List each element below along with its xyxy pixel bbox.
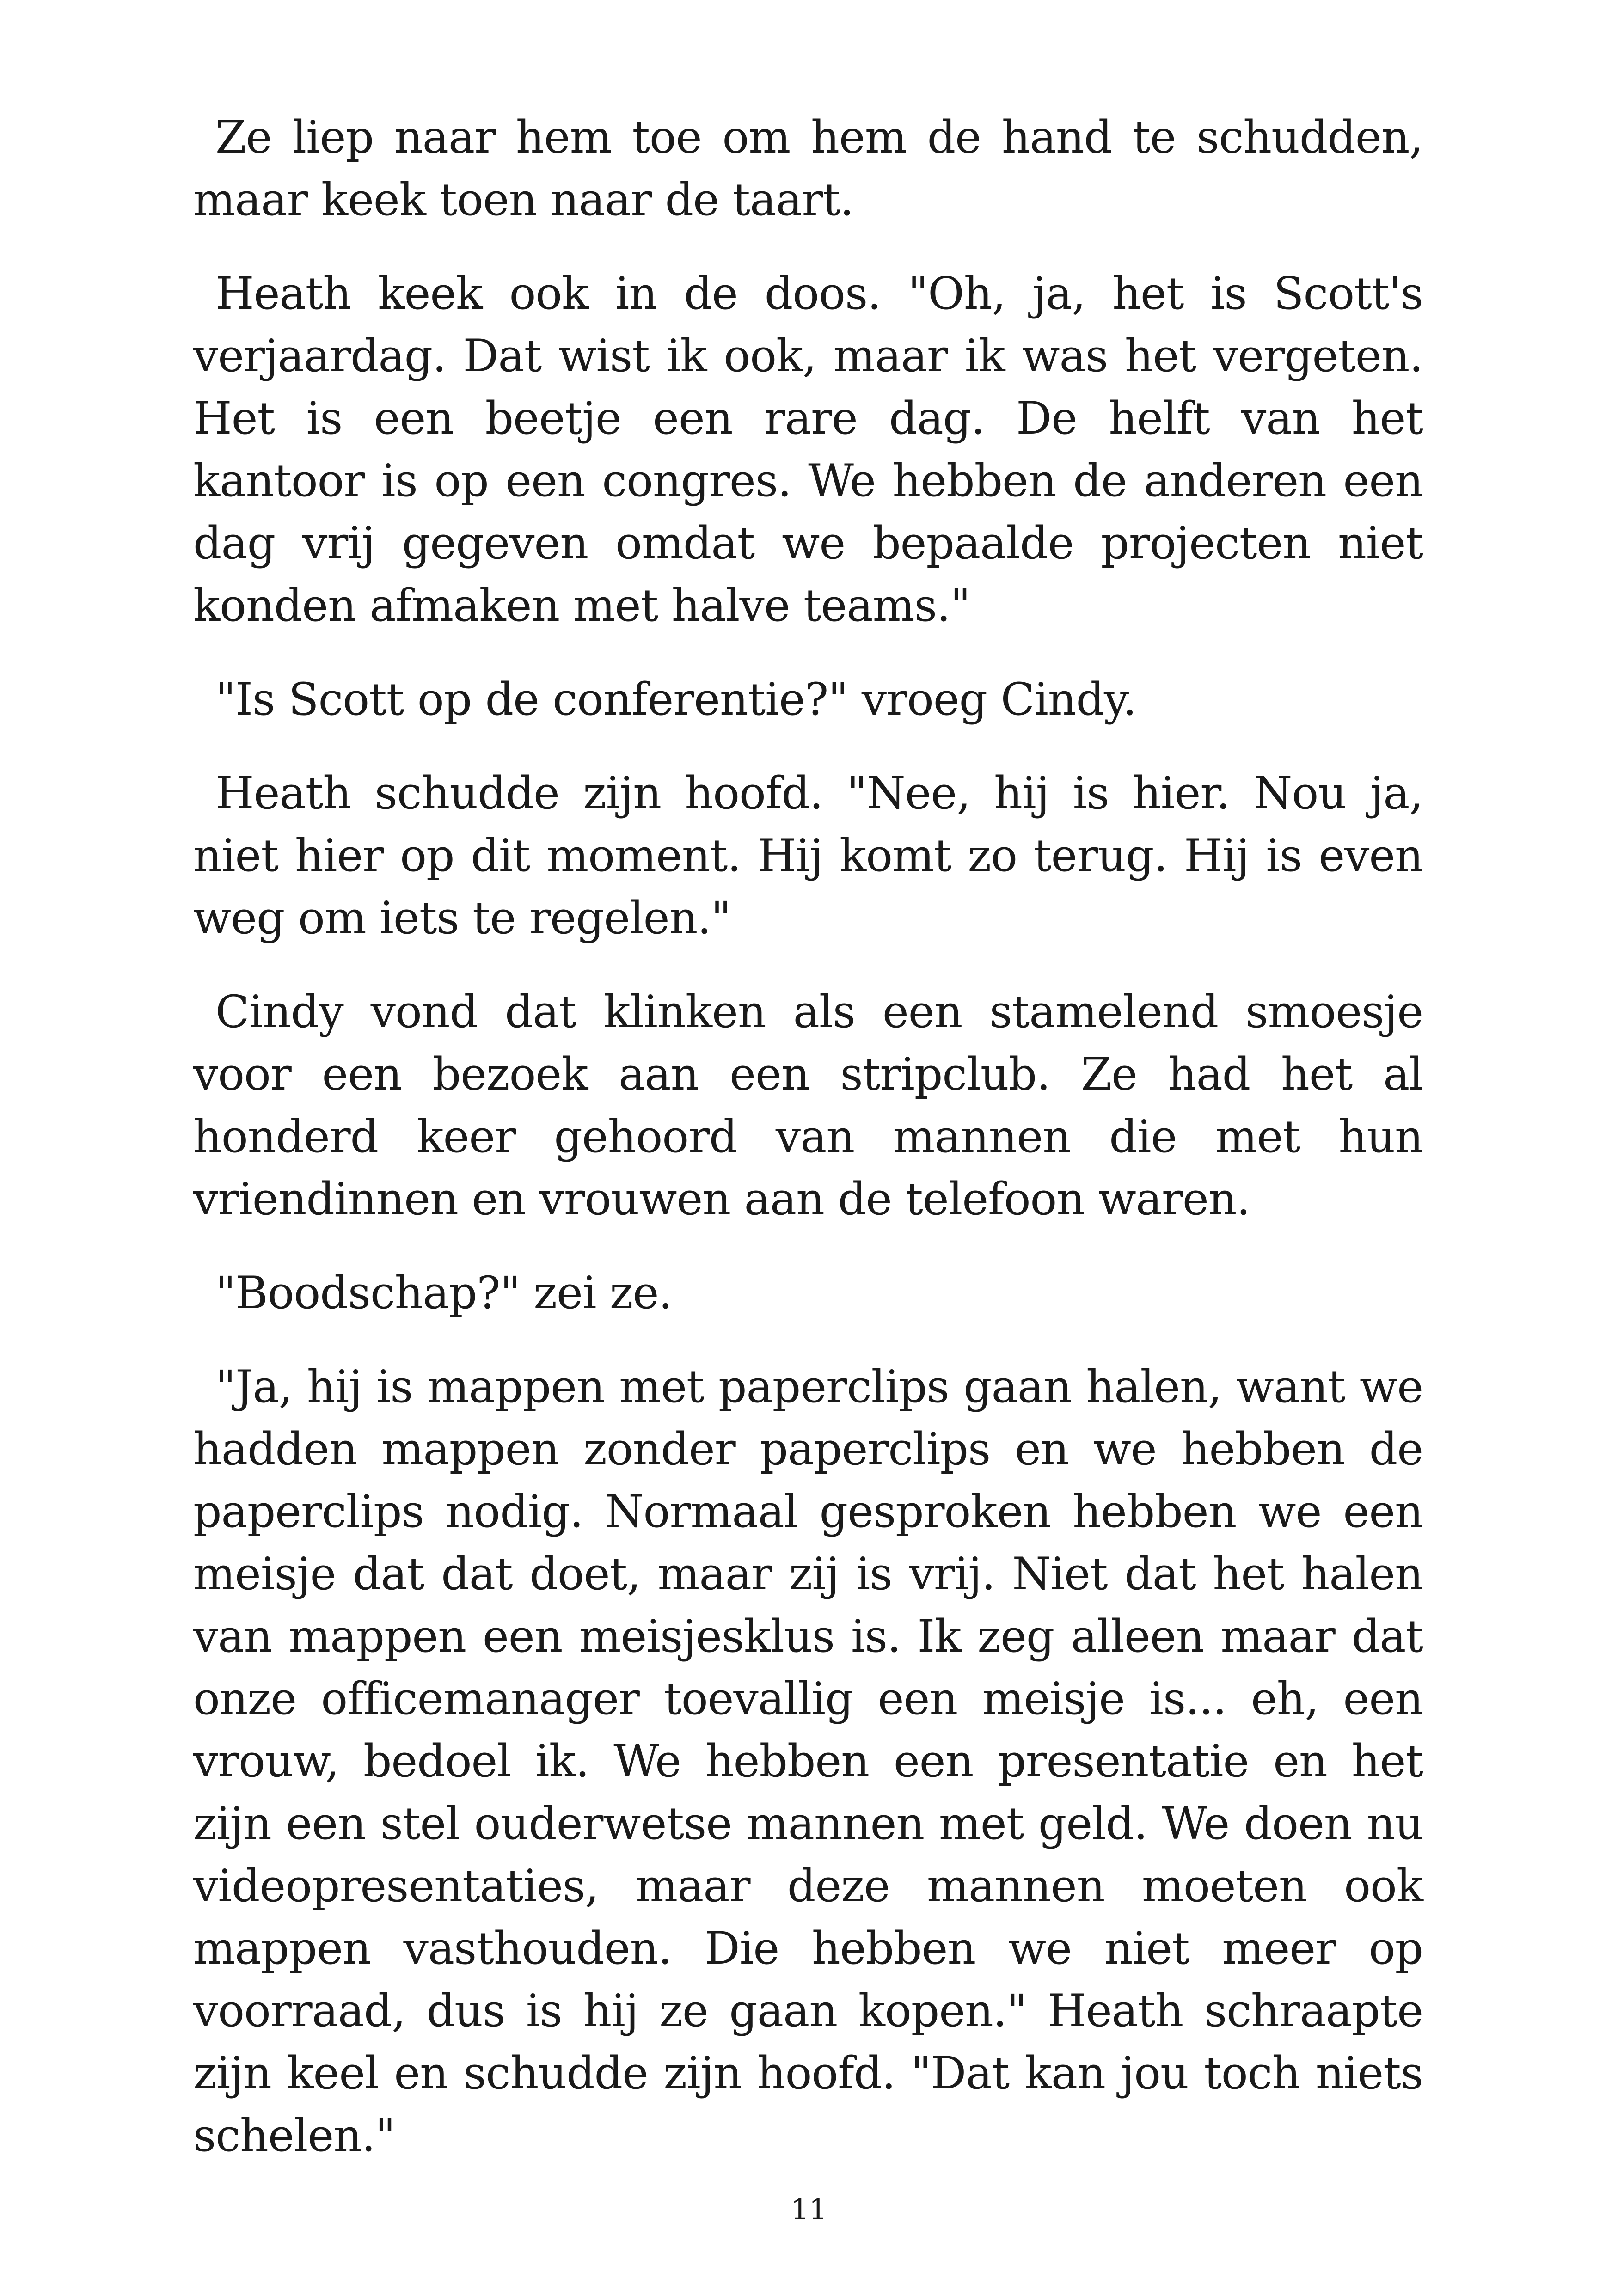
paragraph: "Ja, hij is mappen met paperclips gaan halen, want we hadden mappen zonder paperclips en we hebben de paperclips nodig. Normaal gesproken hebben we een meisje dat dat doet, maar zij is vrij. Niet dat het halen van mappen een meisjesklus is. Ik zeg alleen maar dat onze officemanager toevallig een meisje is... eh, een vrouw, bedoel ik. We hebben een presentatie en het zijn een stel ouderwetse mannen met geld. We doen nu videopresentaties, maar deze mannen moeten ook mappen vasthouden. Die hebben we niet meer op voorraad, dus is hij ze gaan kopen." Heath schraapte zijn keel en schudde zijn hoofd. "Dat kan jou toch niets schelen." xyxy=(193,1361,1423,2161)
paragraph: Ze liep naar hem toe om hem de hand te schudden, maar keek toen naar de taart. xyxy=(193,111,1423,226)
paragraph: Heath keek ook in de doos. "Oh, ja, het is Scott's verjaardag. Dat wist ik ook, maar ik was het vergeten. Het is een beetje een rare dag. De helft van het kantoor is op een congres. We hebben de anderen een dag vrij gegeven omdat we bepaalde projecten niet konden afmaken met halve teams." xyxy=(193,268,1423,631)
paragraph: "Is Scott op de conferentie?" vroeg Cindy. xyxy=(215,673,1137,725)
paragraph: "Boodschap?" zei ze. xyxy=(215,1267,672,1319)
page-body xyxy=(193,106,1423,2198)
paragraph: Cindy vond dat klinken als een stamelend smoesje voor een bezoek aan een stripclub. Ze had het al honderd keer gehoord van mannen die met hun vriendinnen en vrouwen aan de telefoon waren. xyxy=(193,986,1423,1225)
page-number: 11 xyxy=(791,2192,827,2226)
paragraph: Heath schudde zijn hoofd. "Nee, hij is hier. Nou ja, niet hier op dit moment. Hij komt zo terug. Hij is even weg om iets te regelen." xyxy=(193,767,1423,944)
